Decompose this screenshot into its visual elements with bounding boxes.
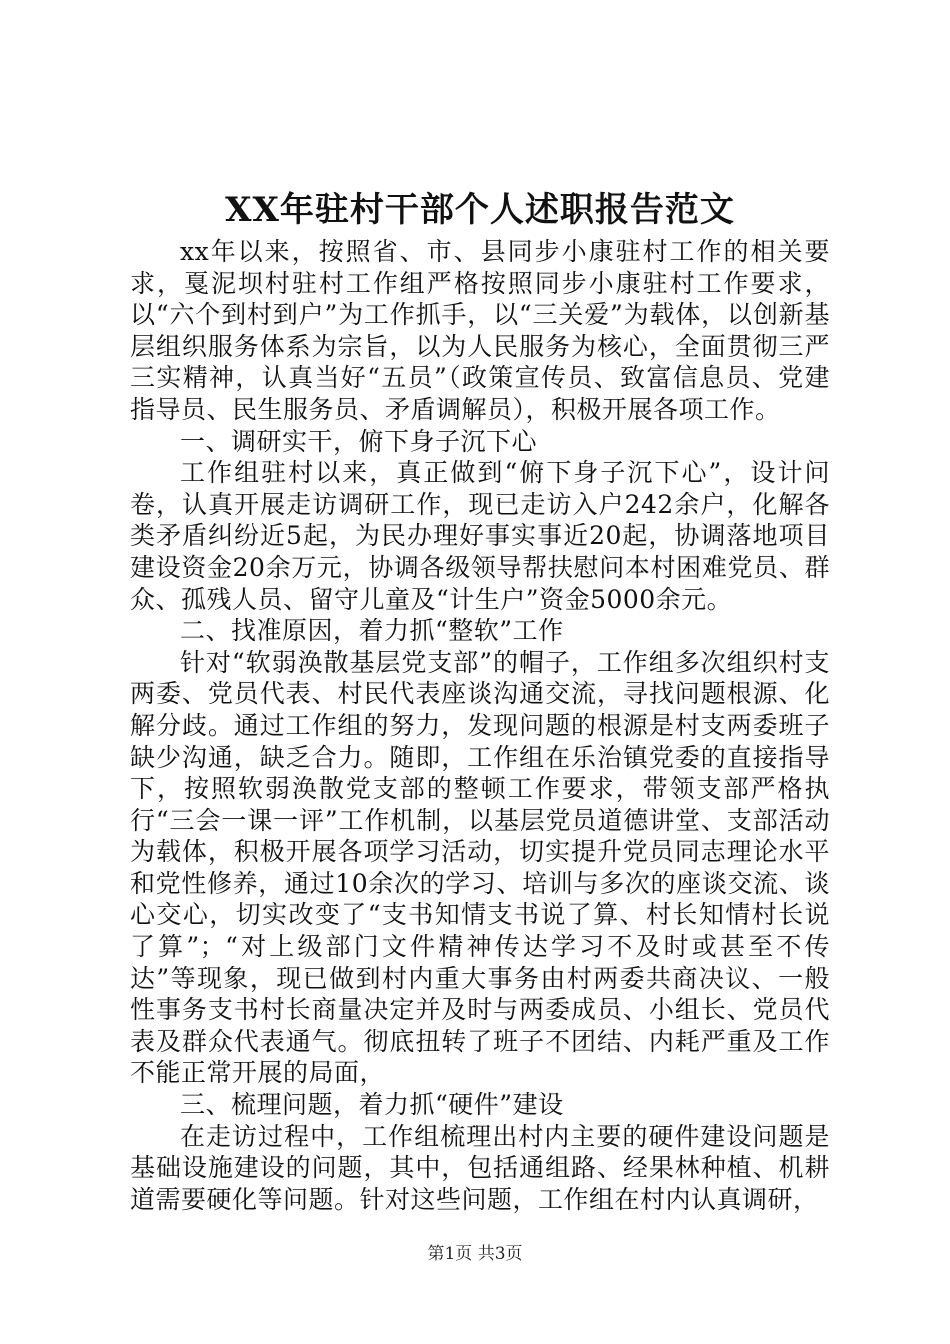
- document-title: XX年驻村干部个人述职报告范文: [225, 190, 735, 230]
- intro-paragraph: xx年以来，按照省、市、县同步小康驻村工作的相关要求，戛泥坝村驻村工作组严格按照同步小康驻村工作要求，以“六个到村到户”为工作抓手，以“三关爱”为载体，以创新基层组织服务体系为宗旨，以为人民服务为核心，全面贯彻三严三实精神，认真当好“五员”（政策宣传员、致富信息员、党建指导员、民生服务员、矛盾调解员），积极开展各项工作。: [130, 237, 830, 424]
- section-heading-3: 三、梳理问题，着力抓“硬件”建设: [180, 1090, 564, 1120]
- section-3-paragraph: 在走访过程中，工作组梳理出村内主要的硬件建设问题是基础设施建设的问题，其中，包括通组路、经果林种植、机耕道需要硬化等问题。针对这些问题，工作组在村内认真调研，: [130, 1121, 830, 1214]
- document-body: [130, 236, 830, 1215]
- section-heading-2: 二、找准原因，着力抓“整软”工作: [180, 616, 564, 646]
- page-footer: 第1页 共3页: [427, 1244, 523, 1264]
- section-1-paragraph: 工作组驻村以来，真正做到“俯下身子沉下心”，设计问卷，认真开展走访调研工作，现已走访入户242余户，化解各类矛盾纠纷近5起，为民办理好事实事近20起，协调落地项目建设资金20余万元，协调各级领导帮扶慰问本村困难党员、群众、孤残人员、留守儿童及“计生户”资金5000余元。: [130, 458, 830, 614]
- section-2-paragraph: 针对“软弱涣散基层党支部”的帽子，工作组多次组织村支两委、党员代表、村民代表座谈沟通交流，寻找问题根源、化解分歧。通过工作组的努力，发现问题的根源是村支两委班子缺少沟通，缺乏合力。随即，工作组在乐治镇党委的直接指导下，按照软弱涣散党支部的整顿工作要求，带领支部严格执行“三会一课一评”工作机制，以基层党员道德讲堂、支部活动为载体，积极开展各项学习活动，切实提升党员同志理论水平和党性修养，通过10余次的学习、培训与多次的座谈交流、谈心交心，切实改变了“支书知情支书说了算、村长知情村长说了算”；“对上级部门文件精神传达学习不及时或甚至不传达”等现象，现已做到村内重大事务由村两委共商决议、一般性事务支书村长商量决定并及时与两委成员、小组长、党员代表及群众代表通气。彻底扭转了班子不团结、内耗严重及工作不能正常开展的局面，: [130, 647, 830, 1088]
- section-heading-1: 一、调研实干，俯下身子沉下心: [180, 426, 538, 456]
